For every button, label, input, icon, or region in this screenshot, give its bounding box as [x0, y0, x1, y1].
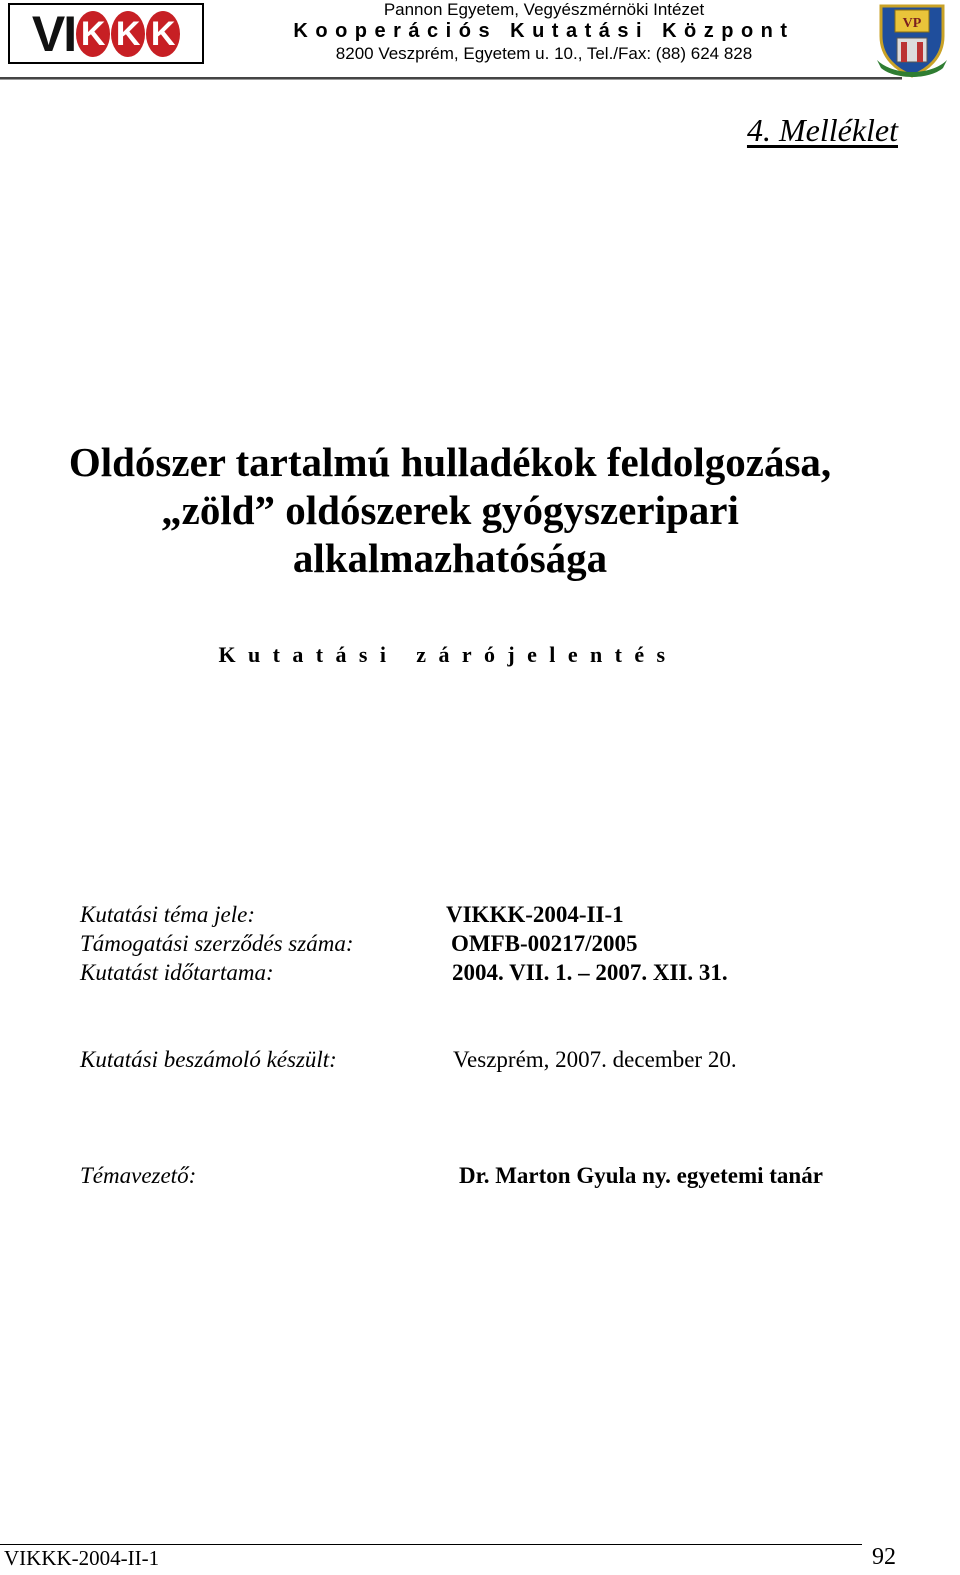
logo-letter-k: K — [76, 11, 110, 57]
contract-value: OMFB-00217/2005 — [451, 931, 638, 956]
footer-divider — [0, 1544, 862, 1545]
vikkk-logo — [8, 3, 204, 64]
contract-label: Támogatási szerződés száma: — [80, 931, 354, 956]
page-number: 92 — [872, 1544, 896, 1570]
title-line-3: alkalmazhatósága — [292, 535, 608, 581]
logo-letter-k: K — [146, 11, 180, 57]
duration-value: 2004. VII. 1. – 2007. XII. 31. — [452, 960, 728, 985]
header-address: 8200 Veszprém, Egyetem u. 10., Tel./Fax: (88) 624 828 — [335, 44, 753, 63]
university-crest-icon — [873, 2, 951, 78]
logo-letter-k: K — [111, 11, 145, 57]
logo-letters-vi: VI — [31, 5, 76, 62]
document-title — [40, 438, 860, 582]
header-divider — [0, 77, 902, 80]
leader-label: Témavezető: — [80, 1163, 197, 1188]
topic-value: VIKKK-2004-II-1 — [446, 902, 624, 927]
title-line-2: „zöld” oldószerek gyógyszeripari — [161, 487, 739, 533]
footer-project-code: VIKKK-2004-II-1 — [4, 1546, 160, 1570]
report-value: Veszprém, 2007. december 20. — [453, 1047, 737, 1072]
duration-label: Kutatást időtartama: — [80, 960, 274, 985]
document-subtitle: Kutatási zárójelentés — [218, 642, 678, 667]
report-label: Kutatási beszámoló készült: — [80, 1047, 337, 1072]
annex-label: 4. Melléklet — [746, 112, 898, 148]
header-institute: Pannon Egyetem, Vegyészmérnöki Intézet — [383, 0, 705, 19]
leader-value: Dr. Marton Gyula ny. egyetemi tanár — [459, 1163, 823, 1188]
svg-text:VP: VP — [902, 16, 922, 31]
header-center-name: Kooperációs Kutatási Központ — [293, 20, 795, 42]
topic-label: Kutatási téma jele: — [80, 902, 256, 927]
title-line-1: Oldószer tartalmú hulladékok feldolgozása, — [68, 439, 832, 485]
